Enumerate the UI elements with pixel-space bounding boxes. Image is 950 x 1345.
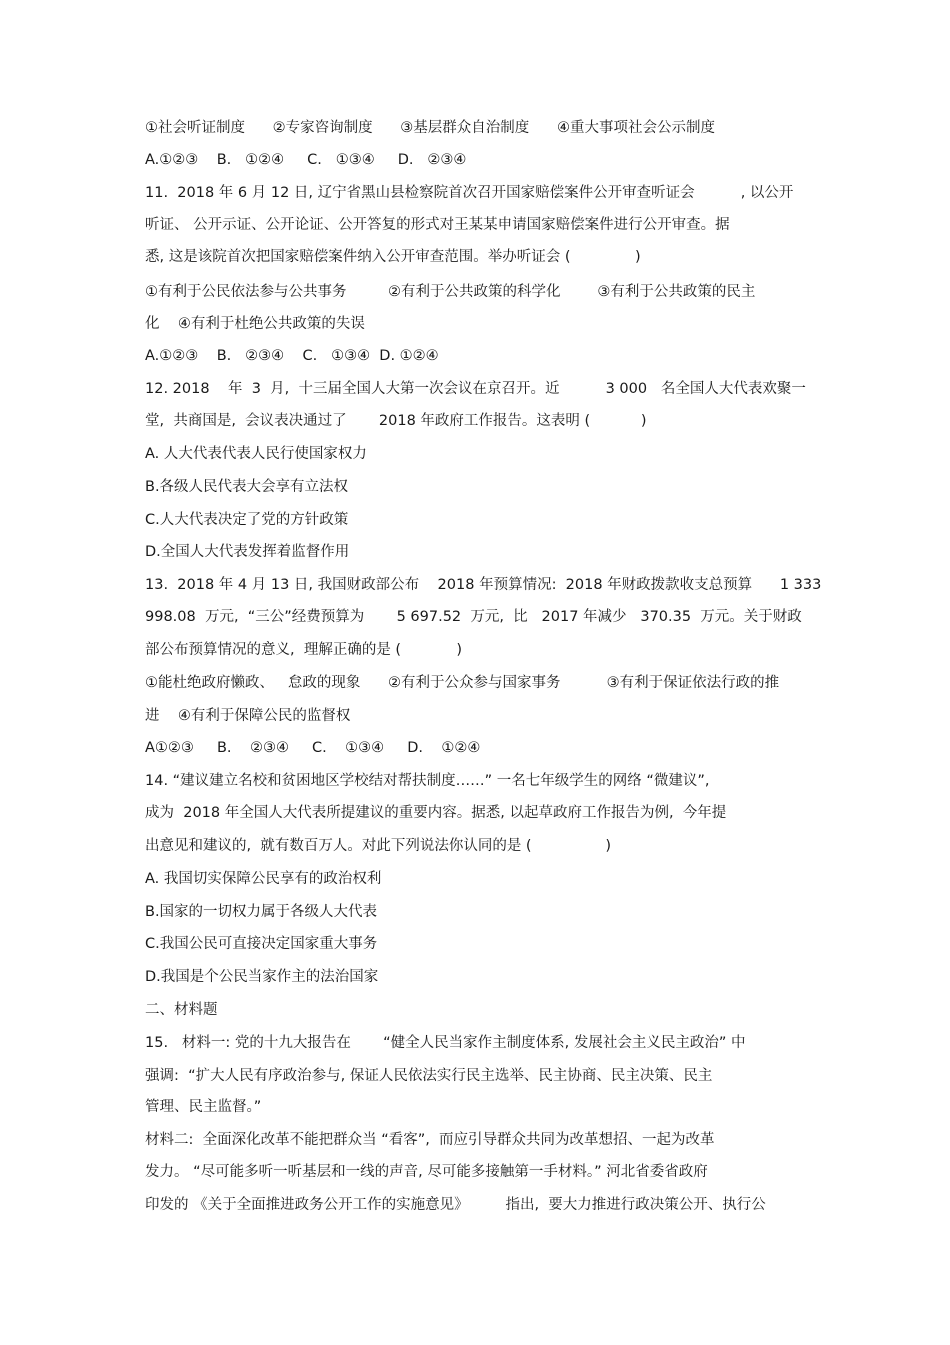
q12-option-d: D.全国人大代表发挥着监督作用 <box>145 544 350 560</box>
q13-text-line-2: 998.08 万元, “三公”经费预算为 5 697.52 万元, 比 2017 年减少 370.35 万元。关于财政 <box>145 609 802 625</box>
q15-text-line-1: 15. 材料一: 党的十九大报告在 “健全人民当家作主制度体系, 发展社会主义民主政治” 中 <box>145 1035 746 1051</box>
q12-option-c: C.人大代表决定了党的方针政策 <box>145 512 349 528</box>
q13-answers-line: A①②③ B. ②③④ C. ①③④ D. ①②④ <box>145 740 481 756</box>
q13-text-line-1: 13. 2018 年 4 月 13 日, 我国财政部公布 2018 年预算情况: 2018 年财政拨款收支总预算 1 333 <box>145 577 822 593</box>
q13-options-line-1: ①能杜绝政府懒政、 怠政的现象 ②有利于公众参与国家事务 ③有利于保证依法行政的推 <box>145 675 780 691</box>
q11-answers-line: A.①②③ B. ②③④ C. ①③④ D. ①②④ <box>145 348 439 364</box>
q15-material2-line-1: 材料二: 全面深化改革不能把群众当 “看客”, 而应引导群众共同为改革想招、一起为改革 <box>145 1132 715 1148</box>
q12-option-a: A. 人大代表代表人民行使国家权力 <box>145 446 367 462</box>
q11-options-line-1: ①有利于公民依法参与公共事务 ②有利于公共政策的科学化 ③有利于公共政策的民主 <box>145 284 756 300</box>
q12-text-line-2: 堂, 共商国是, 会议表决通过了 2018 年政府工作报告。这表明 ( ) <box>145 413 647 429</box>
q15-text-line-2: 强调: “扩大人民有序政治参与, 保证人民依法实行民主选举、民主协商、民主决策、民主 <box>145 1068 713 1084</box>
q15-material2-line-2: 发力。 “尽可能多听一听基层和一线的声音, 尽可能多接触第一手材料。” 河北省委省政府 <box>145 1164 708 1180</box>
q11-text-line-1: 11. 2018 年 6 月 12 日, 辽宁省黑山县检察院首次召开国家赔偿案件公开审查听证会 , 以公开 <box>145 185 794 201</box>
q10-options-line: ①社会听证制度 ②专家咨询制度 ③基层群众自治制度 ④重大事项社会公示制度 <box>145 120 715 136</box>
q13-text-line-3: 部公布预算情况的意义, 理解正确的是 ( ) <box>145 642 463 658</box>
q11-text-line-3: 悉, 这是该院首次把国家赔偿案件纳入公开审查范围。举办听证会 ( ) <box>145 249 641 265</box>
q11-options-line-2: 化 ④有利于杜绝公共政策的失误 <box>145 316 365 332</box>
q13-options-line-2: 进 ④有利于保障公民的监督权 <box>145 708 351 724</box>
q12-option-b: B.各级人民代表大会享有立法权 <box>145 479 349 495</box>
q14-text-line-3: 出意见和建议的, 就有数百万人。对此下列说法你认同的是 ( ) <box>145 838 611 854</box>
q15-text-line-3: 管理、民主监督。” <box>145 1099 262 1115</box>
section-heading: 二、材料题 <box>145 1002 218 1018</box>
q14-option-c: C.我国公民可直接决定国家重大事务 <box>145 936 378 952</box>
q14-text-line-1: 14. “建议建立名校和贫困地区学校结对帮扶制度……” 一名七年级学生的网络 “微建议”, <box>145 773 710 789</box>
q15-material2-line-3: 印发的 《关于全面推进政务公开工作的实施意见》 指出, 要大力推进行政决策公开、执行公 <box>145 1197 766 1213</box>
q10-answers-line: A.①②③ B. ①②④ C. ①③④ D. ②③④ <box>145 152 467 168</box>
q14-option-a: A. 我国切实保障公民享有的政治权利 <box>145 871 382 887</box>
q14-option-d: D.我国是个公民当家作主的法治国家 <box>145 969 379 985</box>
q14-option-b: B.国家的一切权力属于各级人大代表 <box>145 904 378 920</box>
q12-text-line-1: 12. 2018 年 3 月, 十三届全国人大第一次会议在京召开。近 3 000 名全国人大代表欢聚一 <box>145 381 806 397</box>
q11-text-line-2: 听证、 公开示证、公开论证、公开答复的形式对王某某申请国家赔偿案件进行公开审查。据 <box>145 217 730 233</box>
q14-text-line-2: 成为 2018 年全国人大代表所提建议的重要内容。据悉, 以起草政府工作报告为例, 今年提 <box>145 805 727 821</box>
